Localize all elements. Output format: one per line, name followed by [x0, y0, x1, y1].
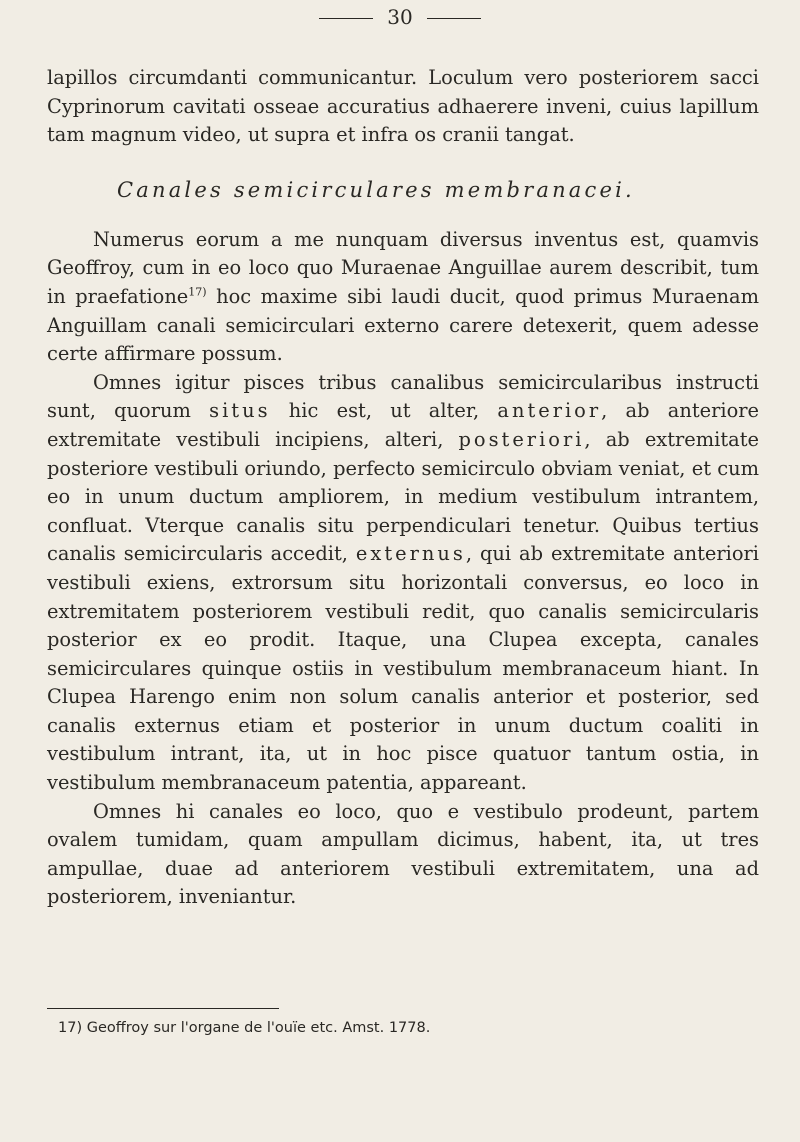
emphasis-externus: externus — [355, 542, 466, 566]
paragraph-text: Omnes igitur pisces tribus canalibus semicircularibus instructi sunt, quorum — [47, 370, 759, 423]
header-rule-right — [427, 18, 481, 19]
emphasis-anterior: anterior — [497, 399, 602, 423]
paragraph-text: hoc maxime sibi laudi ducit, quod primus Muraenam Anguillam canali semicirculari externo carere detexerit, quem adesse certe affirmare possum. — [47, 284, 759, 366]
header-rule-left — [319, 18, 373, 19]
paragraph-continued: lapillos circumdanti communicantur. Loculum vero posteriorem sacci Cyprinorum cavitati osseae accuratius adhaerere inveni, cuius lapillum tam magnum video, ut supra et infra os cranii tangat. — [47, 66, 759, 147]
emphasis-posteriori: posteriori — [458, 427, 585, 451]
paragraph-numerus — [47, 226, 759, 369]
paragraph-omnes-hi: Omnes hi canales eo loco, quo e vestibulo prodeunt, partem ovalem tumidam, quam ampullam dicimus, habent, ita, ut tres ampullae, duae ad anteriorem vestibuli extremitatem, una ad posteriorem, inveniantur. — [47, 799, 759, 909]
footnote-divider — [47, 1008, 279, 1009]
paragraph-text: , ab anteriore extremitate vestibuli incipiens, alteri, — [47, 399, 759, 451]
page-header — [0, 6, 800, 28]
paragraph-text: , qui ab extremitate anteriori vestibuli exiens, extrorsum situ horizontali conversus, eo loco in extremitatem posteriorem vestibuli redit, quo canalis semicircularis posterior ex eo prodit. Itaque, una Clupea excepta, canales semicirculares quinque ostiis in vestibulum membranaceum hiant. In Clupea Harengo enim non solum canalis anterior et posterior, sed canalis externus etiam et posterior in unum ductum coaliti in vestibulum intrant, ita, ut in hoc pisce quatuor tantum ostia, in vestibulum membranaceum patentia, appareant. — [47, 542, 759, 795]
page-number: 30 — [387, 5, 413, 29]
footnote: 17) Geoffroy sur l'organe de l'ouïe etc. Amst. 1778. — [58, 1020, 431, 1036]
paragraph-omnes-igitur — [47, 369, 759, 798]
paragraph-text: Numerus eorum a me nunquam diversus inventus est, quamvis Geoffroy, cum in eo loco quo Muraenae Anguillae aurem describit, tum in praefatione — [47, 227, 759, 308]
footnote-reference: 17) — [188, 285, 207, 299]
section-title: Canales semicirculares membranacei. — [117, 177, 635, 202]
paragraph-text: hic est, ut alter, — [270, 399, 498, 423]
paragraph-text: , ab extremitate posteriore vestibuli oriundo, perfecto semicirculo obviam veniat, et cum eo in unum ductum ampliorem, in medium vestibulum intrantem, confluat. Vterque canalis situ perpendiculari tenetur. Quibus tertius canalis semicircularis accedit, — [47, 427, 759, 566]
body-text — [47, 64, 759, 912]
emphasis-situs: situs — [209, 399, 271, 423]
